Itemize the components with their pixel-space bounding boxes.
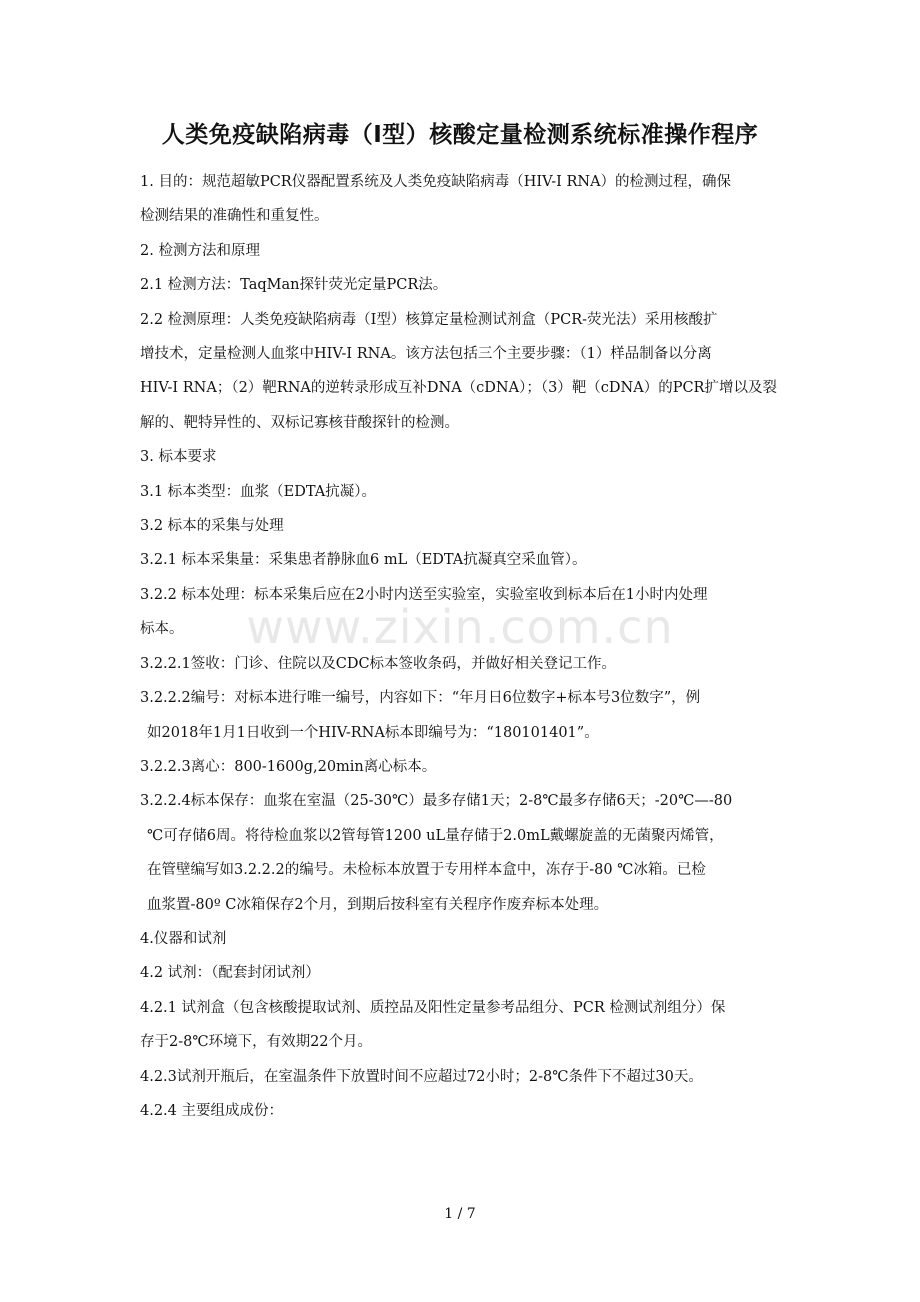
- page-number: 1 / 7: [444, 1206, 476, 1222]
- text-line: 在管壁编写如3.2.2.2的编号。未检标本放置于专用样本盒中，冻存于-80 ℃冰箱。已检: [147, 862, 706, 879]
- text-line: 增技术，定量检测人血浆中HIV-I RNA。该方法包括三个主要步骤：（1）样品制备以分离: [140, 346, 712, 363]
- text-line: ℃可存储6周。将待检血浆以2管每管1200 uL量存储于2.0mL戴螺旋盖的无菌聚丙烯管，: [147, 827, 724, 844]
- text-line: 3. 标本要求: [140, 449, 217, 466]
- text-line: 4.2.3试剂开瓶后，在室温条件下放置时间不应超过72小时；2-8℃条件下不超过30天。: [140, 1068, 703, 1085]
- text-line: 存于2-8℃环境下，有效期22个月。: [140, 1034, 373, 1051]
- text-line: 3.2.2.2编号：对标本进行唯一编号，内容如下：“年月日6位数字+标本号3位数字”，例: [140, 690, 701, 707]
- text-line: 2. 检测方法和原理: [140, 242, 260, 259]
- text-line: 3.2.2 标本处理：标本采集后应在2小时内送至实验室，实验室收到标本后在1小时内处理: [140, 586, 708, 603]
- text-line: 1. 目的：规范超敏PCR仪器配置系统及人类免疫缺陷病毒（HIV-I RNA）的检测过程，确保: [140, 174, 732, 190]
- text-line: 如2018年1月1日收到一个HIV-RNA标本即编号为：“180101401”。: [147, 724, 599, 741]
- text-line: 3.2.2.3离心：800-1600g,20min离心标本。: [140, 758, 437, 775]
- document-title: 人类免疫缺陷病毒（Ⅰ型）核酸定量检测系统标准操作程序: [161, 122, 759, 148]
- text-line: 3.2 标本的采集与处理: [140, 518, 284, 535]
- text-line: 3.1 标本类型：血浆（EDTA抗凝）。: [140, 483, 376, 500]
- text-line: HIV-I RNA；（2）靶RNA的逆转录形成互补DNA（cDNA）；（3）靶（cDNA）的PCR扩增以及裂: [140, 380, 777, 397]
- text-line: 2.1 检测方法：TaqMan探针荧光定量PCR法。: [140, 277, 448, 294]
- text-line: 4.2 试剂：（配套封闭试剂）: [140, 965, 320, 982]
- text-line: 4.2.4 主要组成成份：: [140, 1102, 284, 1119]
- text-line: 血浆置-80º C冰箱保存2个月，到期后按科室有关程序作废弃标本处理。: [147, 896, 609, 913]
- text-line: 解的、靶特异性的、双标记寡核苷酸探针的检测。: [140, 414, 459, 431]
- watermark: www.zixin.com.cn: [246, 600, 674, 654]
- text-line: 3.2.1 标本采集量：采集患者静脉血6 mL（EDTA抗凝真空采血管）。: [140, 552, 587, 569]
- text-line: 检测结果的准确性和重复性。: [140, 208, 329, 225]
- text-line: 3.2.2.4标本保存：血浆在室温（25-30℃）最多存储1天；2-8℃最多存储6天；-20℃—-80: [140, 793, 733, 810]
- text-line: 2.2 检测原理：人类免疫缺陷病毒（Ⅰ型）核算定量检测试剂盒（PCR-荧光法）采用核酸扩: [140, 311, 718, 328]
- text-line: 3.2.2.1签收：门诊、住院以及CDC标本签收条码，并做好相关登记工作。: [140, 655, 617, 672]
- text-line: 标本。: [140, 621, 184, 638]
- text-line: 4.仪器和试剂: [140, 930, 227, 947]
- text-line: 4.2.1 试剂盒（包含核酸提取试剂、质控品及阳性定量参考品组分、PCR 检测试剂组分）保: [140, 999, 726, 1016]
- document-body: [140, 165, 790, 1128]
